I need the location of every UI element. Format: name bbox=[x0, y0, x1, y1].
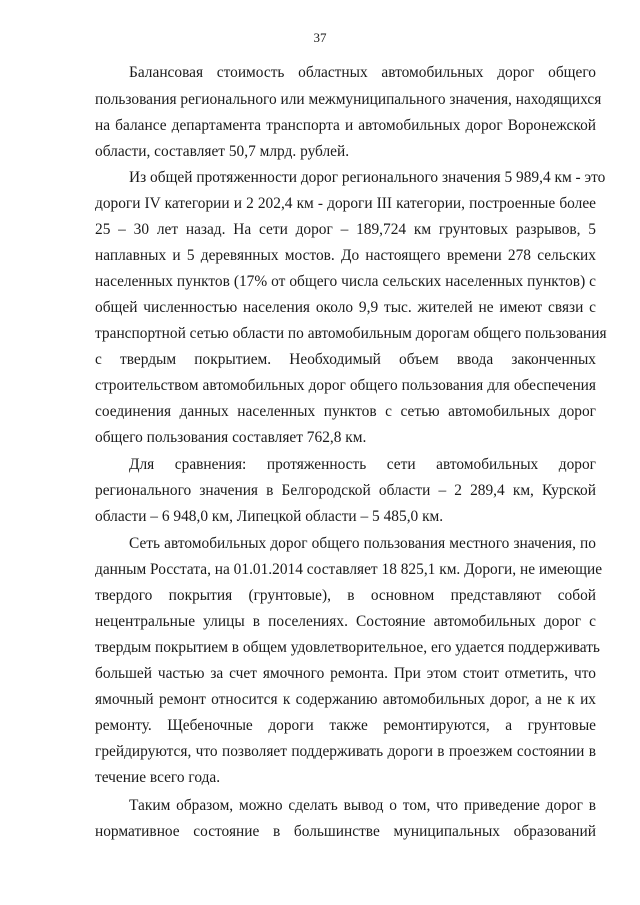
text-line: твердым покрытием в общем удовлетворительное, его удается поддерживать bbox=[95, 639, 600, 656]
text-line: дороги IV категории и 2 202,4 км - дороги III категории, построенные более bbox=[95, 195, 596, 212]
text-line: Из общей протяженности дорог регионального значения 5 989,4 км - это bbox=[129, 169, 606, 186]
text-line: Сеть автомобильных дорог общего пользования местного значения, по bbox=[129, 535, 596, 552]
text-line: населенных пунктов (17% от общего числа сельских населенных пунктов) с bbox=[95, 273, 596, 290]
text-line: области – 6 948,0 км, Липецкой области – 5 485,0 км. bbox=[95, 508, 444, 525]
text-line: на балансе департамента транспорта и автомобильных дорог Воронежской bbox=[95, 117, 596, 134]
text-line: общего пользования составляет 762,8 км. bbox=[95, 429, 367, 446]
text-line: Таким образом, можно сделать вывод о том, что приведение дорог в bbox=[129, 797, 596, 814]
text-line: области, составляет 50,7 млрд. рублей. bbox=[95, 143, 350, 160]
text-line: большей частью за счет ямочного ремонта. При этом стоит отметить, что bbox=[95, 665, 596, 682]
text-line: Для сравнения: протяженность сети автомобильных дорог bbox=[129, 456, 596, 473]
text-line: с твердым покрытием. Необходимый объем ввода законченных bbox=[95, 351, 596, 368]
text-line: грейдируются, что позволяет поддерживать дороги в проезжем состоянии в bbox=[95, 743, 596, 760]
text-line: строительством автомобильных дорог общего пользования для обеспечения bbox=[95, 377, 596, 394]
text-line: твердого покрытия (грунтовые), в основном представляют собой bbox=[95, 587, 596, 604]
text-line: нецентральные улицы в поселениях. Состояние автомобильных дорог с bbox=[95, 613, 596, 630]
text-line: течение всего года. bbox=[95, 769, 221, 786]
text-line: данным Росстата, на 01.01.2014 составляет 18 825,1 км. Дороги, не имеющие bbox=[95, 561, 603, 578]
text-line: регионального значения в Белгородской области – 2 289,4 км, Курской bbox=[95, 482, 596, 499]
text-line: нормативное состояние в большинстве муниципальных образований bbox=[95, 823, 596, 840]
text-line: 25 – 30 лет назад. На сети дорог – 189,724 км грунтовых разрывов, 5 bbox=[95, 221, 596, 238]
text-line: транспортной сетью области по автомобильным дорогам общего пользования bbox=[95, 325, 607, 342]
text-line: пользования регионального или межмуниципального значения, находящихся bbox=[95, 91, 602, 108]
page-number: 37 bbox=[313, 30, 327, 45]
text-line: наплавных и 5 деревянных мостов. До настоящего времени 278 сельских bbox=[95, 247, 596, 264]
text-line: соединения данных населенных пунктов с сетью автомобильных дорог bbox=[95, 403, 596, 420]
text-line: общей численностью населения около 9,9 тыс. жителей не имеют связи с bbox=[95, 299, 596, 316]
text-line: ремонту. Щебеночные дороги также ремонтируются, а грунтовые bbox=[95, 717, 596, 734]
text-line: ямочный ремонт относится к содержанию автомобильных дорог, а не к их bbox=[95, 691, 596, 708]
text-line: Балансовая стоимость областных автомобильных дорог общего bbox=[129, 64, 596, 81]
